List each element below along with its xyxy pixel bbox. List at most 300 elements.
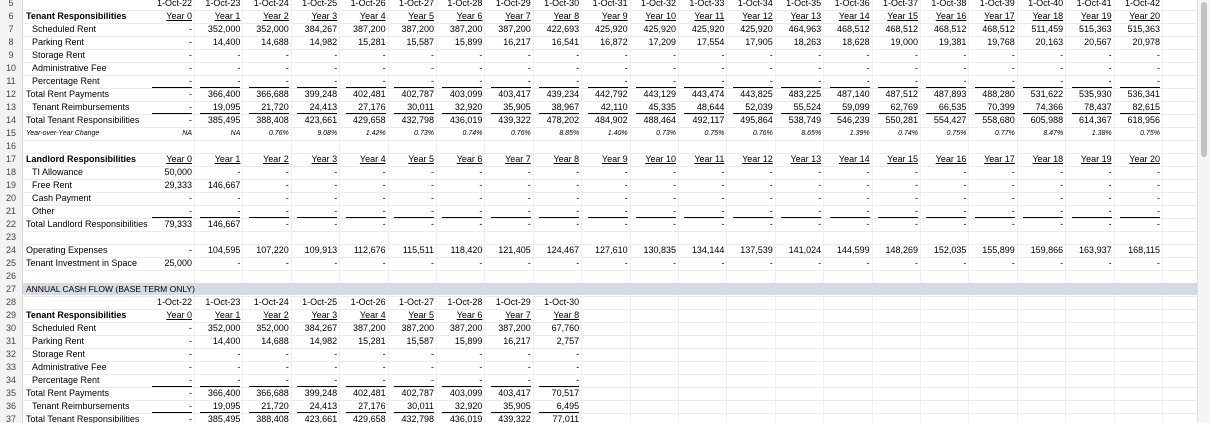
value-cell[interactable]: Year 11 [694,11,725,21]
value-cell[interactable]: 1-Oct-24 [253,297,289,307]
value-cell[interactable]: 134,144 [691,245,725,255]
value-cell[interactable]: - [189,115,192,125]
value-cell[interactable]: 554,427 [933,115,967,125]
row-label-cell[interactable]: ANNUAL CASH FLOW (BASE TERM ONLY) [26,284,195,294]
value-cell[interactable]: - [1060,180,1064,190]
value-cell[interactable]: - [866,206,870,216]
value-cell[interactable]: 14,688 [261,336,289,346]
value-cell[interactable]: 468,512 [885,24,918,34]
vertical-scrollbar[interactable] [1197,0,1210,423]
value-cell[interactable]: Year 8 [553,310,580,320]
row-number[interactable]: 18 [5,167,16,177]
value-cell[interactable]: 155,899 [982,245,1015,255]
value-cell[interactable]: Year 7 [505,310,531,320]
value-cell[interactable]: - [1011,180,1015,190]
value-cell[interactable]: 0.74% [898,130,918,137]
value-cell[interactable]: - [334,193,338,203]
value-cell[interactable]: Year 1 [214,11,241,21]
value-cell[interactable]: 17,209 [648,37,676,47]
value-cell[interactable]: 387,200 [449,323,483,333]
row-number[interactable]: 24 [5,245,16,255]
value-cell[interactable]: 614,367 [1079,115,1112,125]
value-cell[interactable]: - [576,375,580,385]
value-cell[interactable]: - [866,76,870,86]
value-cell[interactable]: - [769,50,773,60]
value-cell[interactable]: - [285,167,289,177]
value-cell[interactable]: 112,676 [353,245,386,255]
value-cell[interactable]: 1-Oct-30 [544,297,580,307]
value-cell[interactable]: 20,567 [1084,37,1112,47]
value-cell[interactable]: 488,280 [982,89,1015,99]
value-cell[interactable]: 8.47% [1043,130,1064,137]
value-cell[interactable]: - [1011,63,1015,73]
row-label-cell[interactable]: Total Tenant Responsibilities [26,115,140,125]
value-cell[interactable]: - [1108,219,1112,229]
value-cell[interactable]: - [189,50,192,60]
value-cell[interactable]: - [527,258,531,268]
value-cell[interactable]: 487,893 [933,89,967,99]
value-cell[interactable]: - [576,76,580,86]
value-cell[interactable]: 27,176 [358,102,386,112]
value-cell[interactable]: Year 1 [214,154,241,164]
value-cell[interactable]: - [431,349,434,359]
value-cell[interactable]: - [624,258,628,268]
value-cell[interactable]: 17,905 [745,37,773,47]
value-cell[interactable]: 468,512 [933,24,967,34]
value-cell[interactable]: 19,768 [987,37,1015,47]
row-label-cell[interactable]: Total Landlord Responsibilities [26,219,148,229]
value-cell[interactable]: 20,163 [1035,37,1064,47]
value-cell[interactable]: 78,437 [1084,102,1112,112]
value-cell[interactable]: 67,760 [551,323,580,333]
value-cell[interactable]: Year 5 [408,310,434,320]
value-cell[interactable]: - [285,362,289,372]
value-cell[interactable]: - [1108,180,1112,190]
value-cell[interactable]: 487,140 [837,89,870,99]
value-cell[interactable]: - [189,362,192,372]
value-cell[interactable]: 14,400 [212,336,241,346]
value-cell[interactable]: 399,248 [304,89,338,99]
value-cell[interactable]: - [479,206,483,216]
value-cell[interactable]: - [189,193,192,203]
value-cell[interactable]: - [576,362,580,372]
value-cell[interactable]: 115,511 [402,245,434,255]
value-cell[interactable]: 1-Oct-34 [737,0,773,8]
value-cell[interactable]: - [673,258,676,268]
value-cell[interactable]: - [915,258,918,268]
value-cell[interactable]: - [237,206,241,216]
value-cell[interactable]: 127,610 [595,245,628,255]
row-number[interactable]: 20 [5,193,16,203]
value-cell[interactable]: - [334,349,338,359]
value-cell[interactable]: - [527,219,531,229]
value-cell[interactable]: Year 2 [263,11,289,21]
row-number[interactable]: 27 [5,284,16,294]
value-cell[interactable]: - [527,63,531,73]
value-cell[interactable]: Year 8 [553,154,580,164]
value-cell[interactable]: - [576,180,580,190]
value-cell[interactable]: 1-Oct-27 [398,297,434,307]
value-cell[interactable]: - [382,375,386,385]
value-cell[interactable]: 70,399 [987,102,1015,112]
value-cell[interactable]: 0.77% [994,130,1015,137]
value-cell[interactable]: - [576,167,580,177]
value-cell[interactable]: 385,495 [207,115,241,125]
value-cell[interactable]: - [866,167,870,177]
value-cell[interactable]: 1-Oct-41 [1076,0,1112,8]
value-cell[interactable]: - [915,63,918,73]
row-label-cell[interactable]: Operating Expenses [26,245,108,255]
value-cell[interactable]: 0.75% [1140,130,1160,137]
value-cell[interactable]: 18,263 [793,37,822,47]
row-number[interactable]: 35 [5,388,16,398]
row-label-cell[interactable]: Total Rent Payments [26,89,110,99]
value-cell[interactable]: - [285,193,289,203]
row-number[interactable]: 25 [5,258,16,268]
value-cell[interactable]: 24,413 [309,102,338,112]
value-cell[interactable]: 538,749 [788,115,822,125]
value-cell[interactable]: 77,011 [552,414,580,423]
value-cell[interactable]: - [1060,193,1064,203]
value-cell[interactable]: - [334,76,338,86]
value-cell[interactable]: - [673,180,676,190]
value-cell[interactable]: - [1157,206,1160,216]
value-cell[interactable]: - [479,50,483,60]
value-cell[interactable]: 152,035 [933,245,967,255]
row-label-cell[interactable]: Tenant Investment in Space [26,258,138,268]
value-cell[interactable]: 436,019 [449,414,483,423]
value-cell[interactable]: Year 18 [1032,154,1064,164]
value-cell[interactable]: Year 14 [838,154,870,164]
row-label-cell[interactable]: Parking Rent [32,336,85,346]
value-cell[interactable]: - [382,167,386,177]
value-cell[interactable]: 352,000 [207,323,241,333]
value-cell[interactable]: - [624,50,628,60]
value-cell[interactable]: - [334,362,338,372]
value-cell[interactable]: - [673,206,676,216]
value-cell[interactable]: 30,011 [407,401,434,411]
value-cell[interactable]: - [769,180,773,190]
row-number[interactable]: 8 [8,37,14,47]
value-cell[interactable]: Year 7 [505,11,531,21]
value-cell[interactable]: - [1108,76,1112,86]
value-cell[interactable]: - [818,193,822,203]
value-cell[interactable]: - [624,76,628,86]
value-cell[interactable]: 385,495 [207,414,241,423]
row-number[interactable]: 14 [5,115,16,125]
value-cell[interactable]: Year 1 [214,310,241,320]
value-cell[interactable]: 432,798 [401,115,434,125]
value-cell[interactable]: 515,363 [1079,24,1112,34]
value-cell[interactable]: - [479,219,483,229]
value-cell[interactable]: - [721,180,725,190]
value-cell[interactable]: 20,978 [1132,37,1160,47]
value-cell[interactable]: - [818,50,822,60]
value-cell[interactable]: 535,930 [1079,89,1112,99]
value-cell[interactable]: 1-Oct-24 [253,0,289,8]
value-cell[interactable]: - [189,102,192,112]
row-number[interactable]: 29 [5,310,16,320]
value-cell[interactable]: 439,322 [498,414,531,423]
row-number[interactable]: 17 [5,154,16,164]
value-cell[interactable]: - [479,258,483,268]
value-cell[interactable]: 483,225 [788,89,822,99]
value-cell[interactable]: 558,680 [982,115,1015,125]
value-cell[interactable]: 387,200 [401,323,434,333]
value-cell[interactable]: 478,202 [546,115,580,125]
value-cell[interactable]: 144,599 [837,245,870,255]
value-cell[interactable]: 0.73% [656,130,676,137]
value-cell[interactable]: - [285,76,289,86]
value-cell[interactable]: 14,688 [261,37,289,47]
value-cell[interactable]: - [624,219,628,229]
value-cell[interactable]: 79,333 [164,219,192,229]
value-cell[interactable]: 0.76% [268,130,289,137]
row-number[interactable]: 36 [5,401,16,411]
value-cell[interactable]: 6,495 [556,401,580,411]
value-cell[interactable]: 531,622 [1030,89,1064,99]
value-cell[interactable]: 159,866 [1030,245,1064,255]
row-label-cell[interactable]: TI Allowance [32,167,84,177]
value-cell[interactable]: - [624,167,628,177]
value-cell[interactable]: Year 2 [263,154,289,164]
row-label-cell[interactable]: Total Rent Payments [26,388,110,398]
value-cell[interactable]: 14,982 [309,37,338,47]
value-cell[interactable]: Year 15 [887,11,918,21]
value-cell[interactable]: - [285,180,289,190]
value-cell[interactable]: 439,234 [546,89,580,99]
value-cell[interactable]: 104,595 [207,245,241,255]
value-cell[interactable]: - [624,206,628,216]
value-cell[interactable]: - [382,50,386,60]
row-label-cell[interactable]: Percentage Rent [32,76,100,86]
value-cell[interactable]: 19,095 [212,102,241,112]
value-cell[interactable]: 468,512 [837,24,870,34]
value-cell[interactable]: 436,019 [449,115,483,125]
value-cell[interactable]: 422,693 [546,24,580,34]
value-cell[interactable]: 1-Oct-35 [786,0,822,8]
value-cell[interactable]: - [721,167,725,177]
row-number[interactable]: 15 [5,128,16,138]
value-cell[interactable]: - [769,167,773,177]
value-cell[interactable]: Year 2 [263,310,289,320]
value-cell[interactable]: 352,000 [207,24,241,34]
value-cell[interactable]: 402,787 [401,89,434,99]
value-cell[interactable]: - [237,76,241,86]
value-cell[interactable]: 21,720 [261,401,289,411]
value-cell[interactable]: 70,517 [551,388,580,398]
value-cell[interactable]: 59,099 [842,102,870,112]
value-cell[interactable]: - [237,349,241,359]
value-cell[interactable]: - [1060,63,1064,73]
value-cell[interactable]: Year 4 [359,11,386,21]
value-cell[interactable]: - [1011,167,1015,177]
value-cell[interactable]: - [237,375,241,385]
row-number[interactable]: 31 [5,336,16,346]
value-cell[interactable]: - [382,180,386,190]
value-cell[interactable]: - [527,375,531,385]
value-cell[interactable]: - [818,63,822,73]
value-cell[interactable]: - [721,258,725,268]
value-cell[interactable]: - [866,193,870,203]
value-cell[interactable]: 0.75% [946,130,967,137]
value-cell[interactable]: - [1011,206,1015,216]
value-cell[interactable]: - [431,167,434,177]
value-cell[interactable]: Year 5 [408,154,434,164]
value-cell[interactable]: 402,481 [353,89,386,99]
value-cell[interactable]: - [527,206,531,216]
value-cell[interactable]: - [963,180,967,190]
value-cell[interactable]: 124,467 [546,245,580,255]
row-label-cell[interactable]: Tenant Reimbursements [32,102,130,112]
value-cell[interactable]: - [237,167,241,177]
value-cell[interactable]: - [189,401,192,411]
value-cell[interactable]: - [1060,167,1064,177]
value-cell[interactable]: - [576,50,580,60]
value-cell[interactable]: - [285,50,289,60]
value-cell[interactable]: 0.74% [462,130,483,137]
value-cell[interactable]: 1-Oct-27 [398,0,434,8]
value-cell[interactable]: 484,902 [595,115,628,125]
value-cell[interactable]: - [189,76,192,86]
value-cell[interactable]: - [527,349,531,359]
value-cell[interactable]: 403,417 [498,388,531,398]
value-cell[interactable]: 366,688 [256,388,289,398]
value-cell[interactable]: - [431,180,434,190]
value-cell[interactable]: 429,658 [353,414,386,423]
value-cell[interactable]: - [285,219,289,229]
value-cell[interactable]: - [431,193,434,203]
row-number[interactable]: 7 [8,24,14,34]
value-cell[interactable]: - [334,375,338,385]
value-cell[interactable]: 1-Oct-22 [156,0,192,8]
value-cell[interactable]: 429,658 [353,115,386,125]
value-cell[interactable]: 55,524 [793,102,822,112]
value-cell[interactable]: 168,115 [1128,245,1160,255]
row-label-cell[interactable]: Storage Rent [32,349,86,359]
value-cell[interactable]: 82,615 [1132,102,1160,112]
value-cell[interactable]: 1-Oct-39 [979,0,1015,8]
value-cell[interactable]: 25,000 [164,258,192,268]
value-cell[interactable]: 387,200 [498,323,531,333]
value-cell[interactable]: Year 11 [694,154,725,164]
value-cell[interactable]: - [527,167,531,177]
value-cell[interactable]: - [1108,50,1112,60]
value-cell[interactable]: - [576,193,580,203]
value-cell[interactable]: - [189,37,192,47]
row-label-cell[interactable]: Landlord Responsibilities [26,154,137,164]
value-cell[interactable]: 19,000 [890,37,918,47]
value-cell[interactable]: 15,281 [358,37,386,47]
value-cell[interactable]: - [721,193,725,203]
value-cell[interactable]: - [431,63,434,73]
value-cell[interactable]: - [1060,219,1064,229]
value-cell[interactable]: 1-Oct-25 [302,297,338,307]
value-cell[interactable]: - [1157,180,1160,190]
value-cell[interactable]: - [237,258,241,268]
value-cell[interactable]: 16,217 [503,37,531,47]
value-cell[interactable]: - [285,349,289,359]
value-cell[interactable]: - [382,63,386,73]
value-cell[interactable]: - [963,63,967,73]
value-cell[interactable]: - [237,193,241,203]
value-cell[interactable]: 1-Oct-23 [205,297,241,307]
value-cell[interactable]: - [576,258,580,268]
value-cell[interactable]: - [527,193,531,203]
value-cell[interactable]: - [479,180,483,190]
value-cell[interactable]: 15,587 [406,336,434,346]
value-cell[interactable]: - [915,167,918,177]
value-cell[interactable]: - [1108,193,1112,203]
value-cell[interactable]: 403,099 [449,388,483,398]
value-cell[interactable]: 425,920 [643,24,676,34]
value-cell[interactable]: - [189,89,192,99]
value-cell[interactable]: 15,899 [454,37,483,47]
value-cell[interactable]: 1-Oct-26 [350,297,386,307]
value-cell[interactable]: - [721,63,725,73]
value-cell[interactable]: - [237,362,241,372]
vertical-scrollbar-thumb[interactable] [1201,2,1207,157]
value-cell[interactable]: - [915,193,918,203]
value-cell[interactable]: - [431,362,434,372]
value-cell[interactable]: - [673,76,676,86]
row-label-cell[interactable]: Scheduled Rent [32,24,97,34]
value-cell[interactable]: Year 16 [935,154,967,164]
value-cell[interactable]: 464,963 [788,24,822,34]
value-cell[interactable]: - [431,258,434,268]
value-cell[interactable]: - [189,245,192,255]
value-cell[interactable]: 495,864 [740,115,773,125]
value-cell[interactable]: - [382,258,386,268]
value-cell[interactable]: 423,661 [304,115,338,125]
value-cell[interactable]: 1-Oct-36 [834,0,870,8]
value-cell[interactable]: 0.76% [510,130,531,137]
value-cell[interactable]: - [963,193,967,203]
value-cell[interactable]: Year 6 [456,154,483,164]
row-number[interactable]: 34 [5,375,16,385]
row-label-cell[interactable]: Tenant Reimbursements [32,401,130,411]
value-cell[interactable]: 1-Oct-32 [640,0,676,8]
value-cell[interactable]: - [915,219,918,229]
value-cell[interactable]: 21,720 [261,102,289,112]
value-cell[interactable]: 118,420 [450,245,483,255]
value-cell[interactable]: 550,281 [885,115,918,125]
value-cell[interactable]: 1.42% [365,130,386,137]
value-cell[interactable]: - [189,24,192,34]
value-cell[interactable]: 432,798 [401,414,434,423]
value-cell[interactable]: - [189,63,192,73]
value-cell[interactable]: - [915,180,918,190]
value-cell[interactable]: 1.40% [607,130,628,137]
value-cell[interactable]: - [1108,206,1112,216]
value-cell[interactable]: - [382,349,386,359]
value-cell[interactable]: - [576,63,580,73]
value-cell[interactable]: 546,239 [837,115,870,125]
value-cell[interactable]: Year 5 [408,11,434,21]
value-cell[interactable]: 442,792 [595,89,628,99]
value-cell[interactable]: - [334,180,338,190]
value-cell[interactable]: 366,688 [256,89,289,99]
value-cell[interactable]: - [382,219,386,229]
value-cell[interactable]: - [527,180,531,190]
value-cell[interactable]: 17,554 [696,37,725,47]
value-cell[interactable]: 16,541 [551,37,580,47]
value-cell[interactable]: 384,267 [304,323,338,333]
value-cell[interactable]: 536,341 [1127,89,1160,99]
value-cell[interactable]: - [769,219,773,229]
value-cell[interactable]: - [576,206,580,216]
value-cell[interactable]: 18,628 [842,37,870,47]
